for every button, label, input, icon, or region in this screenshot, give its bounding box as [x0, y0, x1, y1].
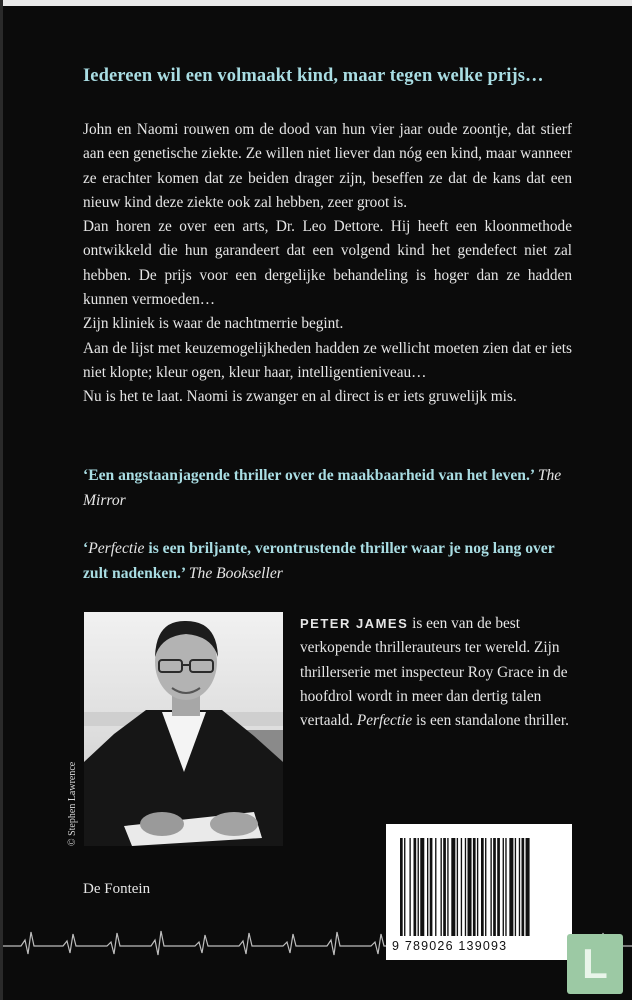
quote-text: is een briljante, verontrustende thriller waar je nog lang over zult nadenken.’: [83, 540, 555, 582]
barcode-bar: [477, 838, 478, 936]
price-sticker: [567, 934, 623, 994]
barcode-bar: [435, 838, 436, 936]
blurb-paragraph-5: Nu is het te laat. Naomi is zwanger en al direct is er iets gruwelijk mis.: [83, 388, 517, 406]
author-photo: [84, 612, 283, 846]
barcode-bar: [481, 838, 484, 936]
author-name: PETER JAMES: [300, 616, 409, 631]
barcode-bar: [441, 838, 442, 936]
barcode-bar: [465, 838, 466, 936]
barcode-bar: [526, 838, 530, 936]
quote-open-mark: ‘: [83, 540, 89, 557]
barcode-bar: [519, 838, 520, 936]
author-bio: [300, 612, 572, 733]
blurb-paragraph-1: John en Naomi rouwen om de dood van hun vier jaar oude zoontje, dat stierf aan een genetische ziekte. Ze willen niet liever dan nóg een kind, maar wanneer ze erachter komen dat ze beiden drager zijn, beseffen ze dat de kans dat een nieuw kind deze ziekte ook zal hebben, zeer groot is.: [83, 121, 572, 211]
barcode-bar: [505, 838, 506, 936]
barcode-bar: [468, 838, 472, 936]
blurb-paragraph-4: Aan de lijst met keuzemogelijkheden hadden ze wellicht moeten zien dat er iets niet klopte; kleur ogen, kleur haar, intelligentieniveau…: [83, 339, 572, 381]
barcode-bar: [497, 838, 500, 936]
svg-text:L: L: [582, 940, 608, 987]
review-quote-mirror: [83, 464, 572, 513]
barcode-bar: [490, 838, 491, 936]
tagline: Iedereen wil een volmaakt kind, maar tegen welke prijs…: [83, 66, 544, 86]
barcode-bar: [485, 838, 486, 936]
publisher-name: De Fontein: [83, 881, 151, 897]
barcode-bar: [443, 838, 446, 936]
blurb-paragraph-2: Dan horen ze over een arts, Dr. Leo Dettore. Hij heeft een kloonmethode ontwikkeld die hun garandeert dat een volgend kind het gendefect niet zal hebben. De prijs voor een dergelijke behandeling is hoger dan ze hadden kunnen vermoeden…: [83, 218, 572, 309]
author-bio-text: is een van de best verkopende thrillerauteurs ter wereld. Zijn thrillerserie met inspecteur Roy Grace in de hoofdrol wordt in meer dan dertig talen vertaald.: [300, 615, 568, 730]
barcode-bar: [427, 838, 428, 936]
quote-book-title: Perfectie: [88, 540, 145, 557]
barcode-bar: [515, 838, 516, 936]
quote-source: The Mirror: [83, 467, 562, 509]
barcode-bar: [400, 838, 403, 936]
barcode-number: 9 789026 139093: [392, 939, 508, 953]
barcode-bar: [414, 838, 417, 936]
photo-credit: © Stephen Lawrence: [67, 761, 78, 846]
barcode-bar: [420, 838, 424, 936]
barcode-bar: [418, 838, 419, 936]
barcode-bar: [493, 838, 496, 936]
barcode-bar: [404, 838, 405, 936]
quote-source: The Bookseller: [188, 564, 283, 582]
barcode-bar: [461, 838, 462, 936]
review-quote-bookseller: [83, 537, 572, 586]
barcode-bar: [457, 838, 458, 936]
author-bio-book-title: Perfectie: [356, 712, 413, 730]
quote-text: ‘Een angstaanjagende thriller over de maakbaarheid van het leven.’: [83, 467, 538, 484]
barcode-bar: [409, 838, 410, 936]
barcode-bar: [430, 838, 433, 936]
author-bio-end: is een standalone thriller.: [412, 712, 569, 730]
barcode-bar: [451, 838, 455, 936]
barcode-bar: [509, 838, 513, 936]
barcode-bar: [503, 838, 504, 936]
blurb: [83, 118, 572, 410]
blurb-paragraph-3: Zijn kliniek is waar de nachtmerrie begint.: [83, 315, 344, 333]
barcode-bar: [447, 838, 448, 936]
barcode-bar: [522, 838, 525, 936]
barcode-bar: [473, 838, 476, 936]
